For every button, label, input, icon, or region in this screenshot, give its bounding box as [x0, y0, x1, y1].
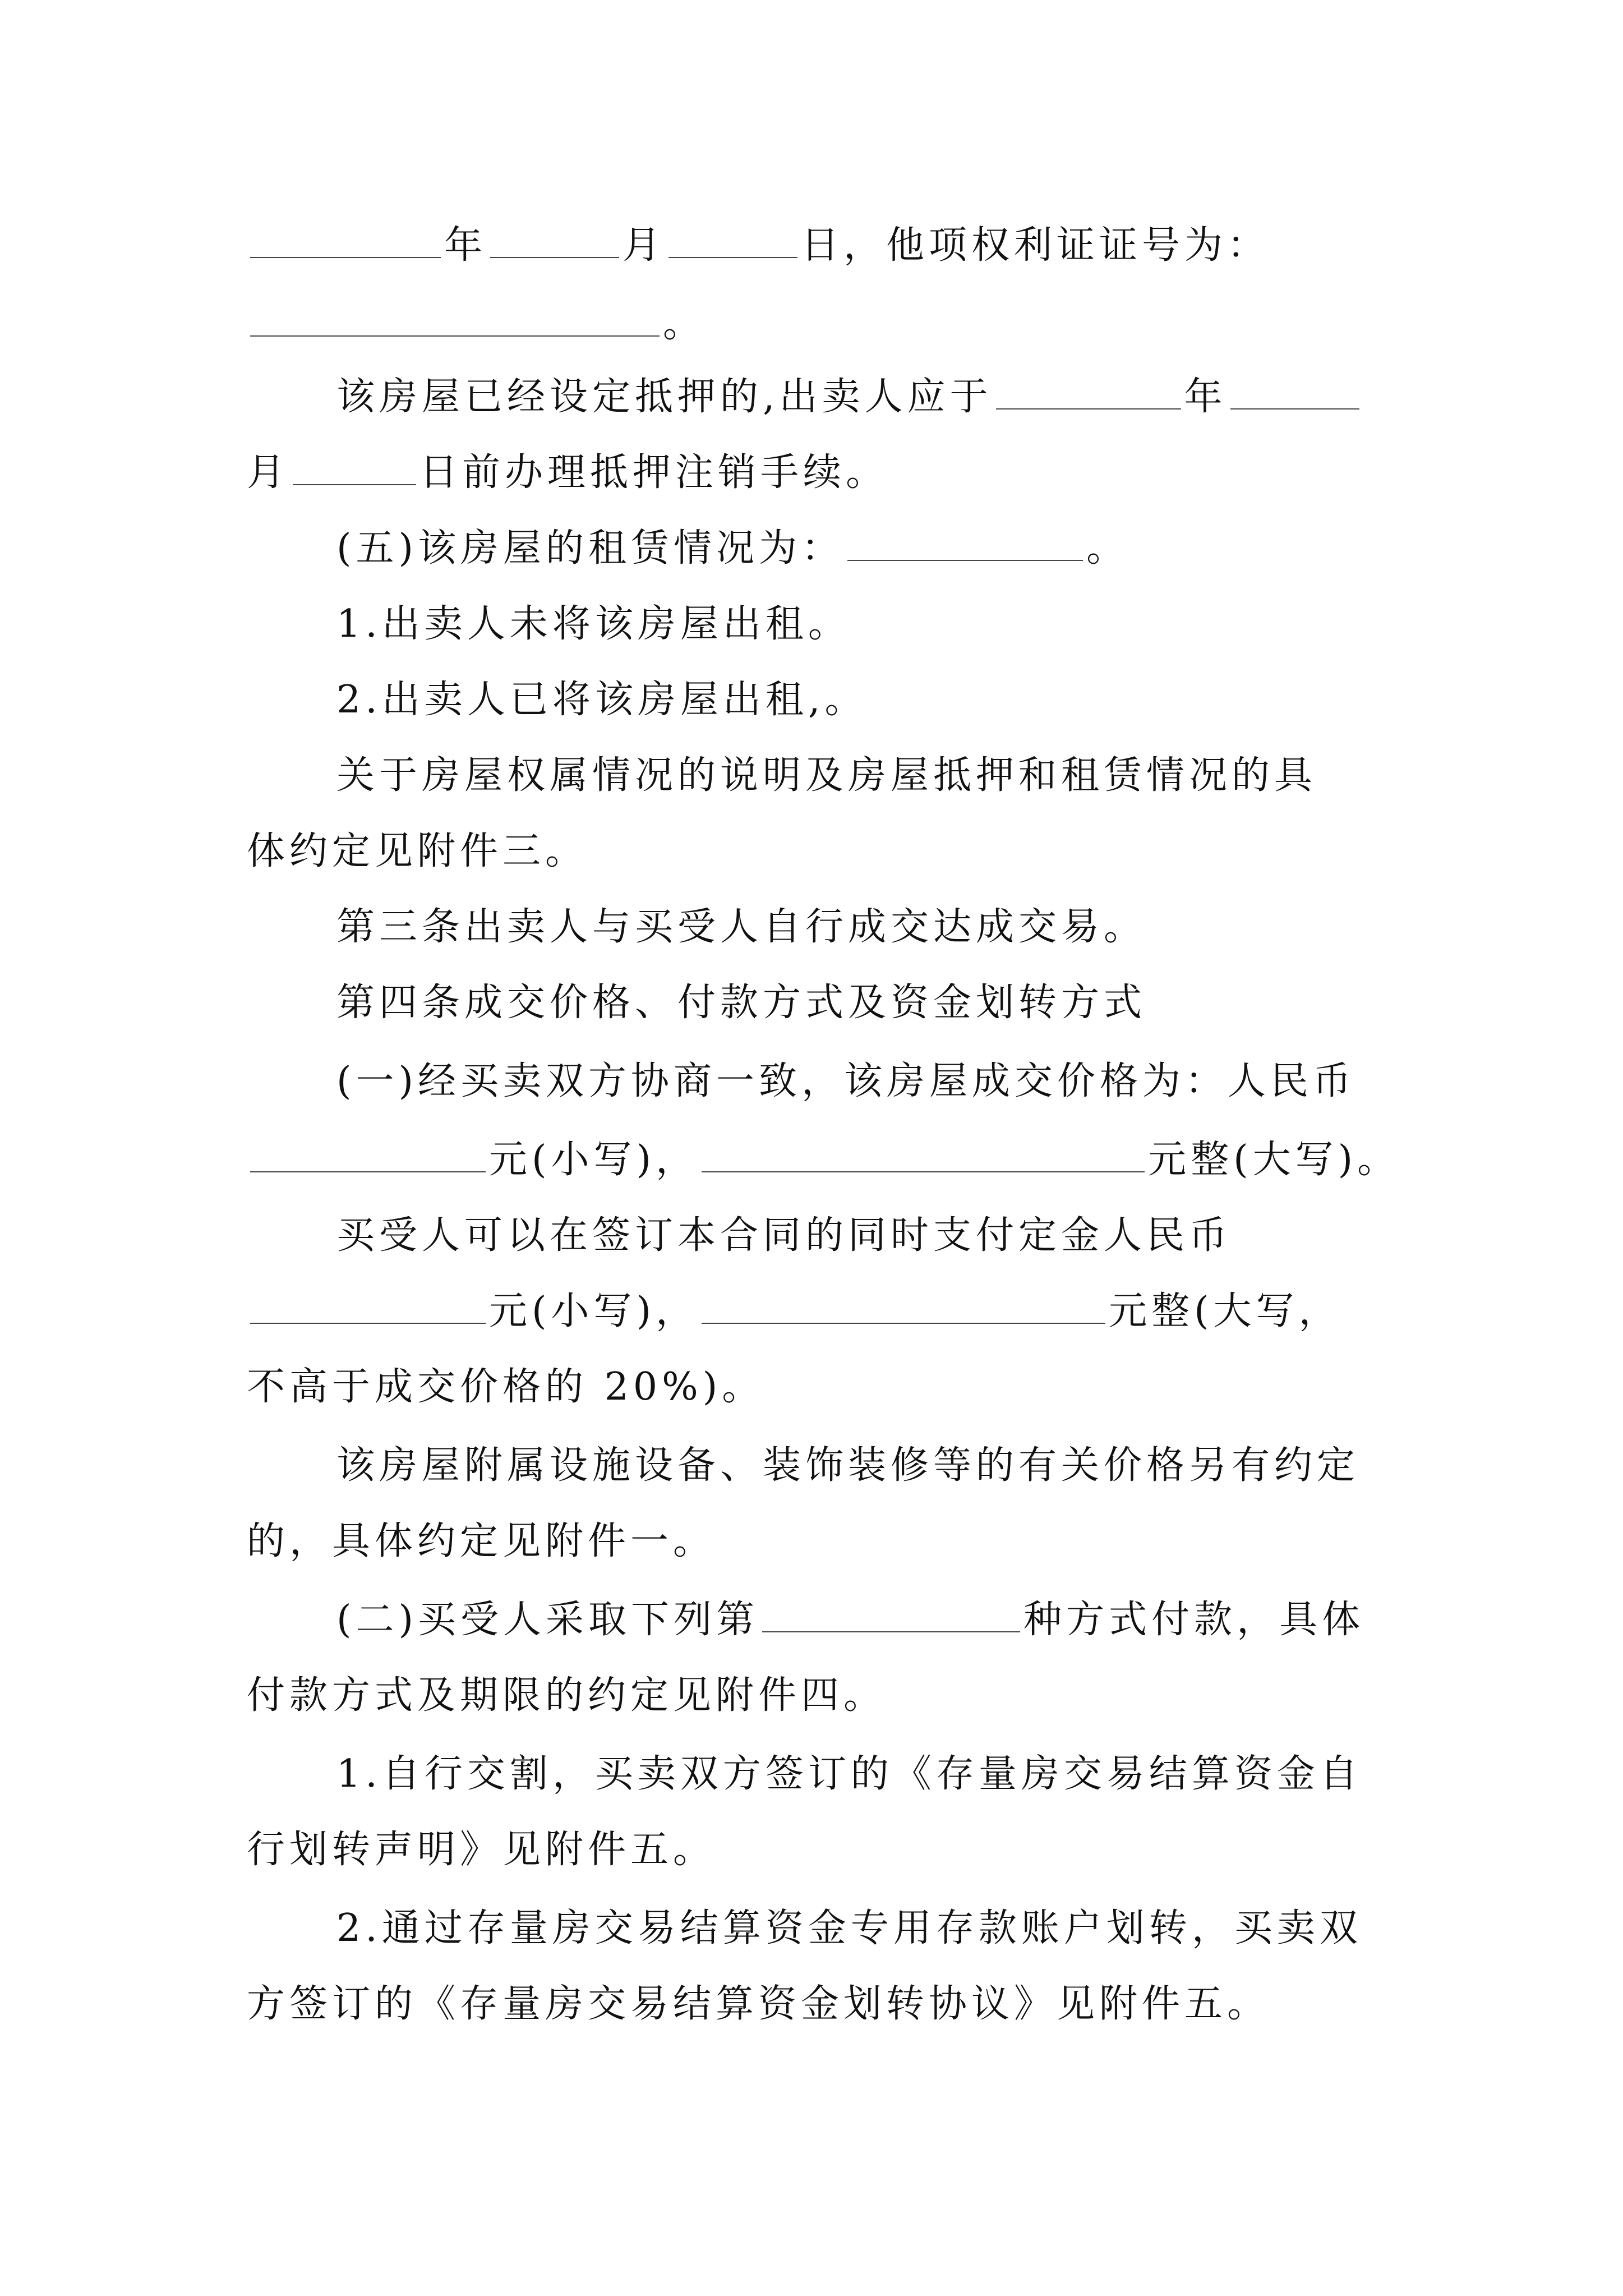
- text-line-24: 方签订的《存量房交易结算资金划转协议》见附件五。: [247, 1982, 1270, 2026]
- text-line-2: 。: [247, 297, 706, 351]
- text-line-20: 付款方式及期限的约定见附件四。: [247, 1673, 887, 1718]
- blank-price-uppercase: [702, 1138, 1145, 1172]
- text-line-5: (五)该房屋的租赁情况为： 。: [336, 526, 1129, 570]
- text-line-15: 元(小写)， 元整(大写，: [247, 1285, 1341, 1338]
- text-line-16: 不高于成交价格的 20%)。: [247, 1365, 765, 1409]
- blank-certificate-number: [250, 302, 660, 337]
- text-line-9: 体约定见附件三。: [247, 829, 588, 873]
- blank-mortgage-day: [293, 450, 416, 485]
- blank-month: [490, 223, 619, 258]
- text-line-10: 第三条出卖人与买受人自行成交达成交易。: [336, 905, 1147, 949]
- blank-payment-method: [762, 1598, 1020, 1632]
- text-line-21: 1.自行交割，买卖双方签订的《存量房交易结算资金自: [336, 1752, 1362, 1796]
- text-line-4: 月 日前办理抵押注销手续。: [247, 450, 889, 495]
- text-line-23: 2.通过存量房交易结算资金专用存款账户划转，买卖双: [336, 1906, 1362, 1950]
- text-line-13: 元(小写)， 元整(大写)。: [247, 1133, 1400, 1187]
- blank-mortgage-year: [996, 375, 1181, 409]
- text-line-11: 第四条成交价格、付款方式及资金划转方式: [336, 981, 1147, 1025]
- blank-day: [668, 223, 797, 258]
- text-line-7: 2.出卖人已将该房屋出租,。: [336, 678, 868, 722]
- blank-deposit-lowercase: [250, 1289, 486, 1324]
- text-line-3: 该房屋已经设定抵押的,出卖人应于 年: [336, 370, 1363, 424]
- text-line-6: 1.出卖人未将该房屋出租。: [336, 602, 851, 646]
- text-line-19: (二)买受人采取下列第 种方式付款，具体: [336, 1598, 1365, 1642]
- text-line-14: 买受人可以在签订本合同的同时支付定金人民币: [336, 1213, 1232, 1258]
- text-line-17: 该房屋附属设施设备、装饰装修等的有关价格另有约定: [336, 1443, 1360, 1488]
- blank-lease-status: [847, 526, 1083, 561]
- text-line-22: 行划转声明》见附件五。: [247, 1828, 716, 1872]
- text-line-8: 关于房屋权属情况的说明及房屋抵押和租赁情况的具: [336, 753, 1317, 798]
- text-line-12: (一)经买卖双方协商一致，该房屋成交价格为：人民币: [336, 1059, 1356, 1103]
- blank-price-lowercase: [250, 1138, 486, 1172]
- blank-mortgage-month: [1230, 375, 1359, 409]
- blank-year: [250, 223, 441, 258]
- text-line-1: 年 月 日，他项权利证证号为：: [247, 219, 1270, 273]
- text-line-18: 的，具体约定见附件一。: [247, 1519, 716, 1563]
- blank-deposit-uppercase: [702, 1289, 1105, 1324]
